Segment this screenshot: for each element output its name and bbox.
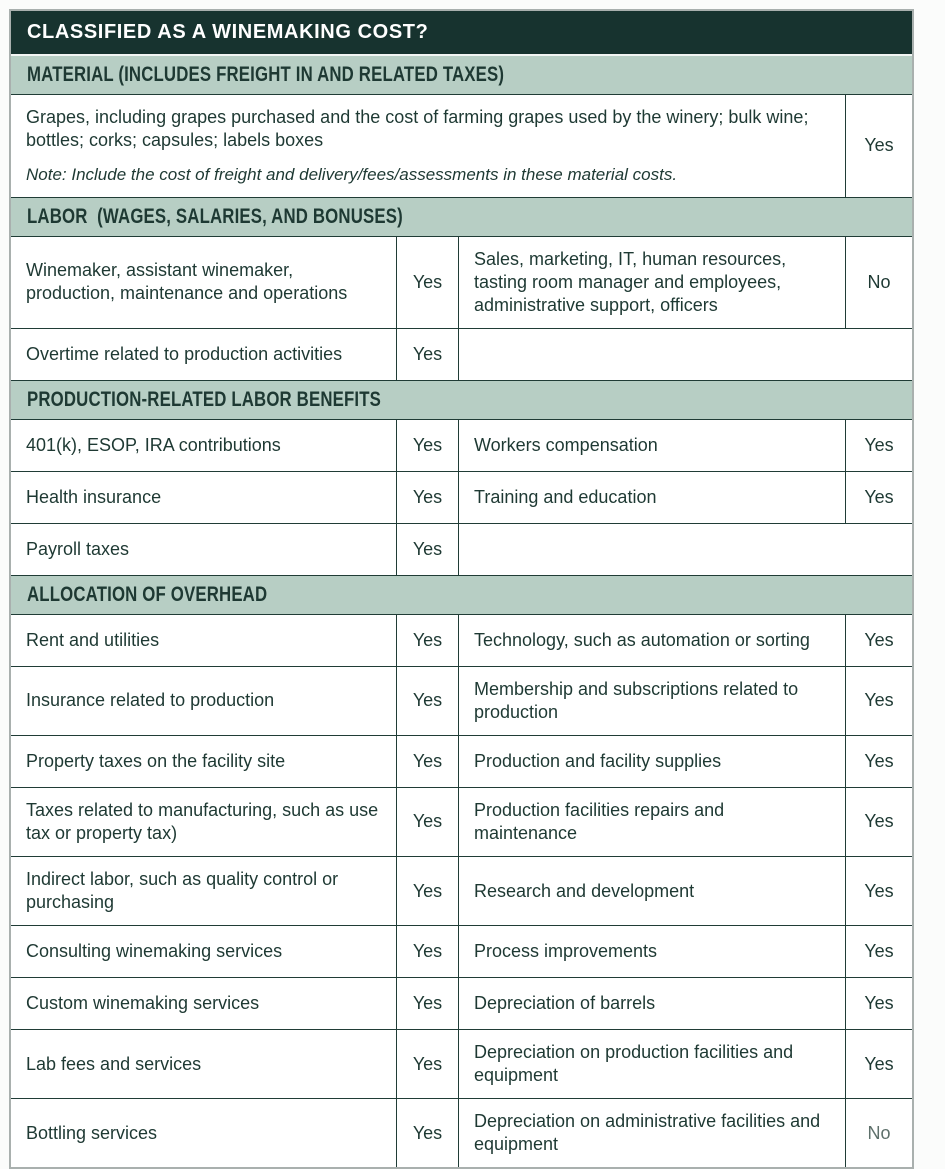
answer-cell: Yes — [845, 472, 912, 523]
section-header-label: LABOR (WAGES, SALARIES, AND BONUSES) — [27, 204, 403, 228]
table-row — [11, 329, 912, 381]
item-cell: Custom winemaking services — [26, 993, 260, 1014]
item-cell: Indirect labor, such as quality control or purchasing — [26, 869, 339, 913]
section-header — [11, 56, 912, 95]
table-row — [11, 978, 912, 1030]
empty-cell — [458, 329, 912, 380]
answer-cell: Yes — [396, 978, 458, 1029]
section-header — [11, 198, 912, 237]
item-cell: 401(k), ESOP, IRA contributions — [26, 434, 281, 455]
answer-cell: Yes — [396, 1099, 458, 1167]
item-cell: Payroll taxes — [26, 538, 130, 559]
item-cell: Production and facility supplies — [458, 736, 845, 787]
item-cell: Process improvements — [458, 926, 845, 977]
section-header-label: ALLOCATION OF OVERHEAD — [27, 582, 268, 606]
table-body — [11, 56, 912, 1167]
table-row — [11, 667, 912, 736]
table-row — [11, 926, 912, 978]
item-cell: Depreciation of barrels — [458, 978, 845, 1029]
answer-cell: Yes — [845, 1030, 912, 1098]
answer-cell: Yes — [396, 857, 458, 925]
item-cell: Bottling services — [26, 1122, 158, 1143]
item-cell: Rent and utilities — [26, 629, 160, 650]
table-row — [11, 1030, 912, 1099]
table-row — [11, 95, 912, 198]
answer-cell: Yes — [396, 420, 458, 471]
answer-cell: Yes — [845, 926, 912, 977]
answer-cell: Yes — [396, 237, 458, 328]
table-row — [11, 736, 912, 788]
table-row — [11, 615, 912, 667]
section-header — [11, 381, 912, 420]
item-cell: Production facilities repairs and maintenance — [458, 788, 845, 856]
table-row — [11, 472, 912, 524]
item-cell: Sales, marketing, IT, human resources, tasting room manager and employees, administrative support, officers — [458, 237, 845, 328]
item-cell: Health insurance — [26, 486, 162, 507]
answer-cell: Yes — [845, 95, 912, 197]
item-text: Grapes, including grapes purchased and the cost of farming grapes used by the winery; bulk wine; bottles; corks; capsules; labels boxes — [26, 107, 809, 151]
answer-cell: Yes — [845, 857, 912, 925]
item-cell: Membership and subscriptions related to production — [458, 667, 845, 735]
answer-cell: Yes — [396, 1030, 458, 1098]
table-row — [11, 788, 912, 857]
item-cell — [11, 95, 845, 197]
item-cell: Training and education — [458, 472, 845, 523]
table-row — [11, 857, 912, 926]
answer-cell: Yes — [396, 524, 458, 575]
answer-cell: Yes — [396, 472, 458, 523]
table-row — [11, 524, 912, 576]
answer-cell: Yes — [845, 615, 912, 666]
answer-cell: Yes — [845, 667, 912, 735]
answer-cell: Yes — [845, 788, 912, 856]
answer-cell: No — [845, 1099, 912, 1167]
answer-cell: Yes — [396, 736, 458, 787]
item-cell: Winemaker, assistant winemaker, production, maintenance and operations — [26, 260, 348, 304]
answer-cell: Yes — [396, 667, 458, 735]
item-cell: Workers compensation — [458, 420, 845, 471]
item-cell: Depreciation on administrative facilities and equipment — [458, 1099, 845, 1167]
answer-cell: Yes — [396, 615, 458, 666]
answer-cell: Yes — [845, 736, 912, 787]
winemaking-cost-table — [9, 9, 914, 1169]
item-note: Note: Include the cost of freight and delivery/fees/assessments in these material costs. — [26, 165, 678, 185]
item-cell: Insurance related to production — [26, 690, 275, 711]
table-row — [11, 1099, 912, 1167]
answer-cell: Yes — [396, 926, 458, 977]
answer-cell: Yes — [396, 329, 458, 380]
answer-cell: No — [845, 237, 912, 328]
table-row — [11, 237, 912, 329]
answer-cell: Yes — [396, 788, 458, 856]
empty-cell — [458, 524, 912, 575]
item-cell: Lab fees and services — [26, 1053, 202, 1074]
section-header — [11, 576, 912, 615]
answer-cell: Yes — [845, 978, 912, 1029]
item-cell: Taxes related to manufacturing, such as use tax or property tax) — [26, 799, 379, 843]
item-cell: Technology, such as automation or sorting — [458, 615, 845, 666]
section-header-label: MATERIAL (INCLUDES FREIGHT IN AND RELATED TAXES) — [27, 63, 505, 86]
section-header-label: PRODUCTION-RELATED LABOR BENEFITS — [27, 387, 382, 411]
item-cell: Research and development — [458, 857, 845, 925]
item-cell: Property taxes on the facility site — [26, 750, 286, 771]
table-row — [11, 420, 912, 472]
item-cell: Consulting winemaking services — [26, 941, 283, 962]
table-title: CLASSIFIED AS A WINEMAKING COST? — [11, 11, 912, 56]
item-cell: Overtime related to production activities — [26, 343, 343, 364]
answer-cell: Yes — [845, 420, 912, 471]
item-cell: Depreciation on production facilities and equipment — [458, 1030, 845, 1098]
